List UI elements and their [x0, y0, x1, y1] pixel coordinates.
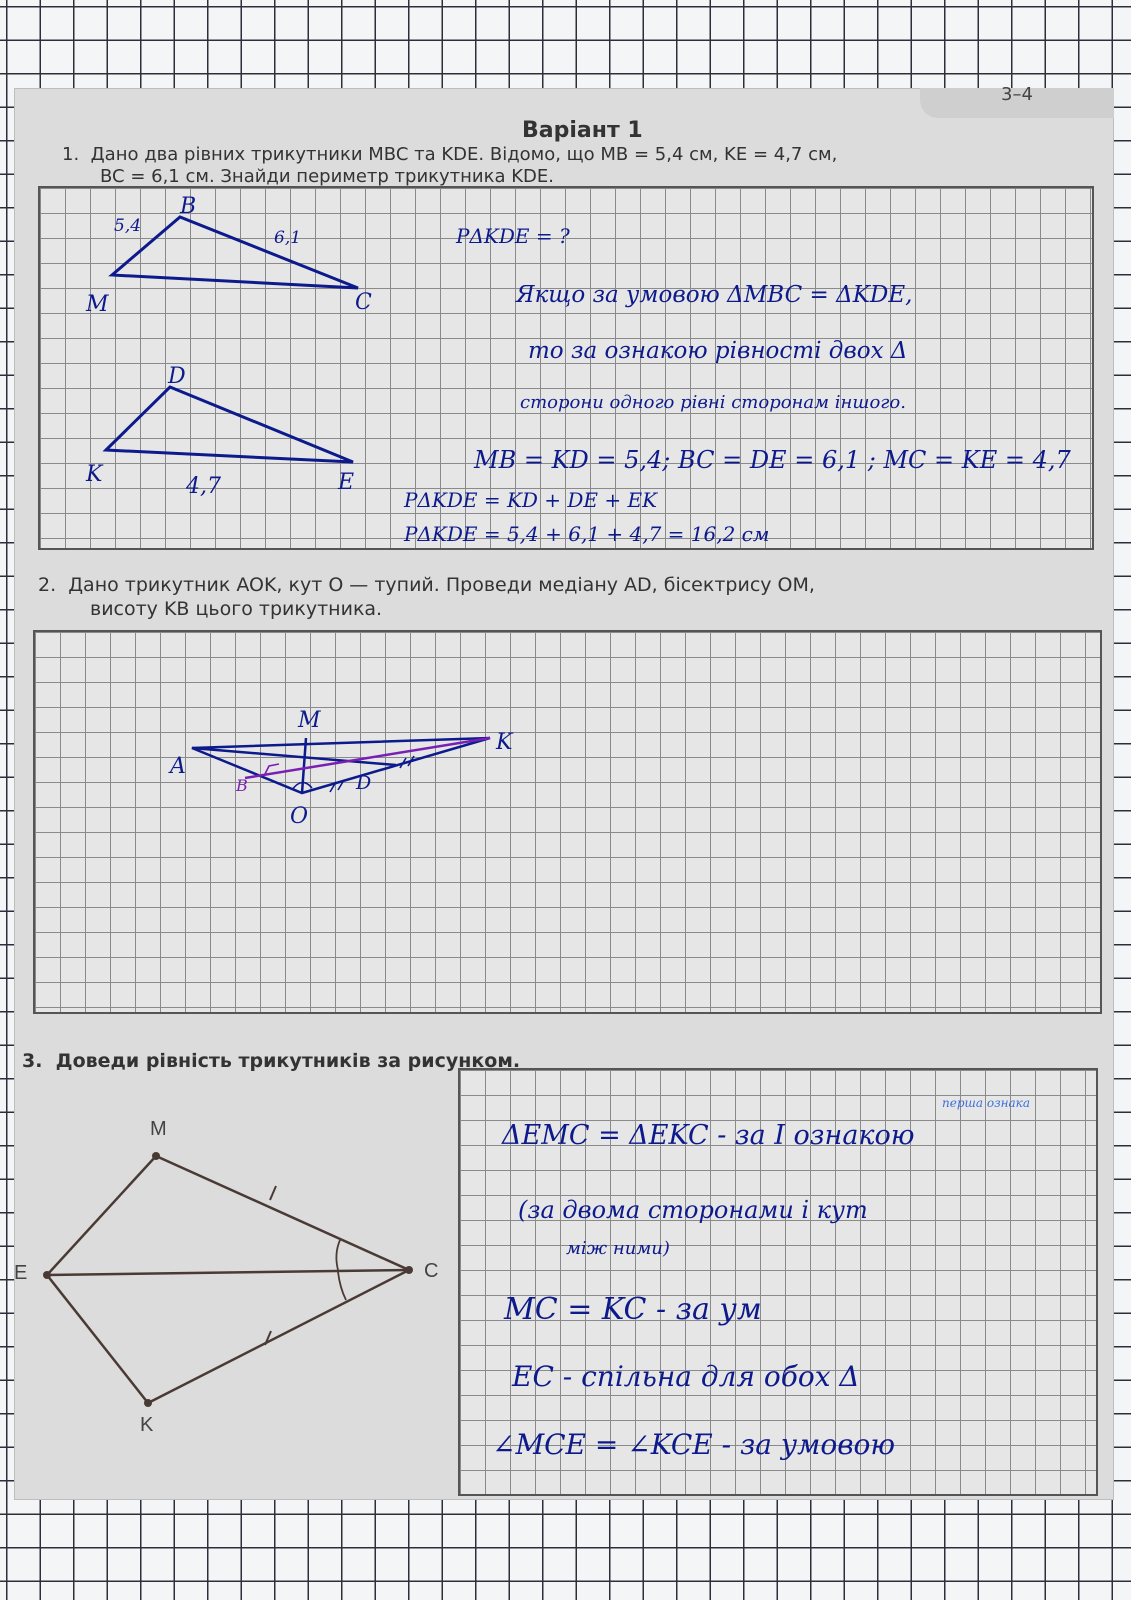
label-k2: K [496, 730, 513, 755]
label-d: D [168, 364, 186, 389]
label-ke: 4,7 [186, 474, 221, 499]
task1-statement-line2: BC = 6,1 см. Знайди периметр трикутника KDE. [100, 166, 555, 187]
median-ad [192, 748, 396, 765]
label-k3: K [140, 1414, 154, 1436]
bisector-om [302, 738, 306, 793]
hw-line4: MB = KD = 5,4; BC = DE = 6,1 ; MC = KE = 4,7 [474, 446, 1071, 474]
label-bc: 6,1 [274, 228, 302, 248]
label-e: E [338, 470, 355, 495]
hw-find: PΔKDE = ? [456, 224, 570, 248]
label-c: C [355, 290, 372, 315]
label-e3: E [14, 1262, 28, 1284]
hw-line2: то за ознакою рівності двох Δ [528, 338, 908, 364]
label-k: K [86, 462, 103, 487]
task1-statement-line1: 1. Дано два рівних трикутники MBC та KDE. Відомо, що MB = 5,4 см, KE = 4,7 см, [62, 144, 838, 165]
label-m3: M [150, 1118, 167, 1140]
hw3-line2: (за двома сторонами і кут [518, 1196, 868, 1224]
label-m2: M [298, 708, 321, 733]
triangle-mbc [112, 217, 358, 288]
variant-title: Варіант 1 [522, 118, 643, 143]
task3-statement: 3. Доведи рівність трикутників за рисунком. [22, 1050, 521, 1072]
corner-label: 3–4 [1001, 84, 1033, 105]
hw3-line6: ∠MCE = ∠KCE - за умовою [492, 1428, 895, 1461]
label-d2: D [356, 772, 372, 794]
hw3-line5: EC - спільна для обох Δ [512, 1360, 860, 1393]
label-mb: 5,4 [114, 216, 142, 236]
hw3-line3: між ними) [566, 1238, 670, 1259]
hw-line3: сторони одного рівні сторонам іншого. [520, 392, 906, 413]
label-m: M [86, 292, 109, 317]
label-c3: C [424, 1260, 439, 1282]
hw3-note: перша ознака [942, 1096, 1030, 1110]
label-b: B [180, 194, 197, 219]
diagonal-ec [47, 1270, 409, 1275]
label-o: O [290, 804, 309, 829]
triangle-kde [106, 387, 353, 462]
label-b2: B [236, 776, 248, 795]
quad-emck [47, 1156, 409, 1403]
label-a: A [170, 754, 186, 779]
hw3-line1: ΔEMC = ΔEKC - за I ознакою [502, 1120, 915, 1151]
task2-statement-line2: висоту KB цього трикутника. [90, 598, 383, 620]
hw-line1: Якщо за умовою ΔMBC = ΔKDE, [516, 282, 913, 308]
hw3-line4: MC = KC - за ум [504, 1292, 762, 1327]
hw-line6: PΔKDE = 5,4 + 6,1 + 4,7 = 16,2 см [404, 522, 770, 546]
hw-line5: PΔKDE = KD + DE + EK [404, 488, 658, 512]
tick-mc [270, 1186, 276, 1200]
task2-statement-line1: 2. Дано трикутник AOK, кут O — тупий. Проведи медіану AD, бісектрису OM, [38, 574, 815, 596]
angle-arc-kce [338, 1272, 346, 1300]
angle-arc-mce [336, 1240, 340, 1270]
